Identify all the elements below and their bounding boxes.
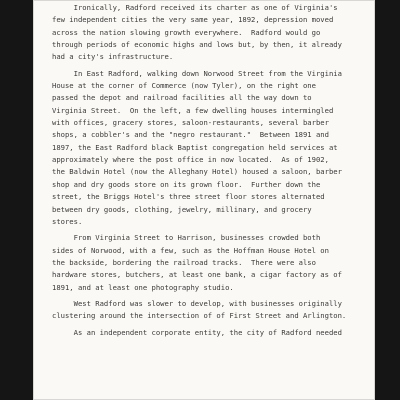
text-line: stores. — [52, 216, 83, 226]
text-line: hardware stores, butchers, at least one bank, a cigar factory as of — [52, 270, 342, 280]
text-line: 1897, the East Radford black Baptist congregation held services at — [52, 142, 338, 152]
text-line: In East Radford, walking down Norwood Street from the Virginia — [52, 68, 342, 78]
paragraph-norwood-businesses — [52, 232, 370, 294]
text-line: street, the Briggs Hotel's three street floor stores alternated — [52, 192, 325, 202]
paragraph-corporate-entity — [52, 327, 370, 339]
document-page — [33, 0, 375, 400]
paragraph-east-radford — [52, 68, 370, 228]
document-body — [52, 2, 370, 339]
text-line: between dry goods, clothing, jewelry, millinary, and grocery — [52, 204, 312, 214]
text-line: the Baldwin Hotel (now the Alleghany Hotel) housed a saloon, barber — [52, 167, 342, 177]
text-line: had a city's infrastructure. — [52, 52, 174, 62]
text-line: Ironically, Radford received its charter as one of Virginia's — [52, 3, 338, 12]
text-line: the backside, bordering the railroad tracks. There were also — [52, 257, 316, 267]
text-line: approximately where the post office in now located. As of 1902, — [52, 155, 329, 165]
text-line: sides of Norwood, with a few, such as the Hoffman House Hotel on — [52, 245, 329, 255]
text-line: few independent cities the very same year, 1892, depression moved — [52, 15, 334, 25]
text-line: passed the depot and railroad facilities all the way down to — [52, 93, 312, 103]
paragraph-west-radford — [52, 298, 370, 323]
paragraph-charter — [52, 2, 370, 64]
text-line: clustering around the intersection of of First Street and Arlington. — [52, 311, 347, 321]
text-line: 1891, and at least one photography studio. — [52, 282, 234, 292]
text-line: West Radford was slower to develop, with businesses originally — [52, 298, 342, 308]
text-line: From Virginia Street to Harrison, businesses crowded both — [52, 233, 321, 243]
text-line: shops, a cobbler's and the "negro restaurant." Between 1891 and — [52, 130, 329, 140]
text-line: through periods of economic highs and lows but, by then, it already — [52, 40, 342, 50]
text-line: House at the corner of Commerce (now Tyler), on the right one — [52, 81, 316, 91]
text-line: with offices, gracery stores, saloon-restaurants, several barber — [52, 118, 329, 128]
text-line: across the nation slowing growth everywhere. Radford would go — [52, 27, 321, 37]
text-line: Virginia Street. On the left, a few dwelling houses intermingled — [52, 105, 334, 115]
text-line: As an independent corporate entity, the city of Radford needed — [52, 327, 342, 337]
text-line: shop and dry goods store on its grown floor. Further down the — [52, 179, 321, 189]
